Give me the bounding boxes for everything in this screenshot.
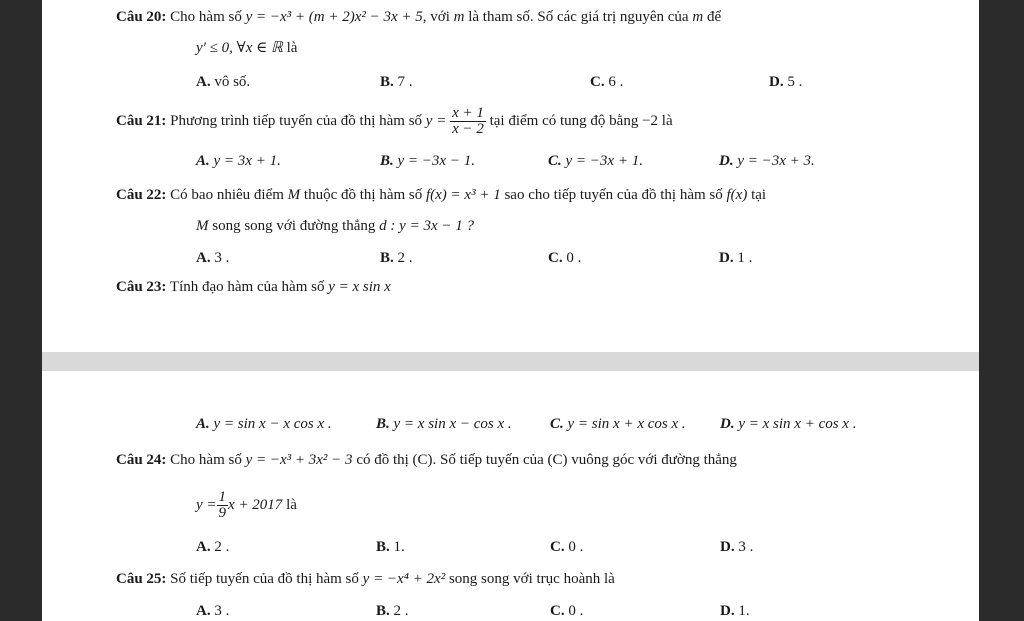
- question-22-stem-line2: [196, 217, 474, 235]
- question-21-text-a: Phương trình tiếp tuyến của đồ thị hàm số: [170, 113, 423, 129]
- question-22-stem: [116, 186, 766, 204]
- question-20-var-m: m: [453, 9, 465, 25]
- question-24-option-d: D. 3 .: [720, 539, 754, 555]
- question-24-text-c: là: [286, 497, 297, 513]
- question-20-condition-line: [196, 39, 297, 57]
- question-21-option-b: B. y = −3x − 1.: [380, 153, 475, 169]
- question-20-option-d: D. 5 .: [769, 74, 803, 90]
- question-25-formula: y = −x⁴ + 2x²: [362, 571, 446, 587]
- question-24-frac-den: 9: [218, 505, 227, 522]
- question-20-option-a: A. vô số.: [196, 74, 251, 90]
- question-24-text-b: có đồ thị (C). Số tiếp tuyến của (C) vuông góc với đường thẳng: [356, 452, 737, 468]
- question-22-option-c: C. 0 .: [548, 250, 582, 266]
- question-21-option-c: C. y = −3x + 1.: [548, 153, 643, 169]
- question-23-option-c: C. y = sin x + x cos x .: [550, 416, 686, 432]
- question-22-formula2: f(x): [726, 187, 748, 203]
- question-21-y-eq: y =: [425, 113, 447, 129]
- question-20-label: Câu 20:: [116, 9, 167, 25]
- question-24-option-a: A. 2 .: [196, 539, 230, 555]
- question-23-text-a: Tính đạo hàm của hàm số: [169, 279, 325, 295]
- question-25-option-b: B. 2 .: [376, 603, 409, 619]
- question-21-label: Câu 21:: [116, 113, 167, 129]
- question-22-text-c: sao cho tiếp tuyến của đồ thị hàm số: [504, 187, 723, 203]
- question-20-stem: [116, 8, 721, 26]
- question-25-option-a: A. 3 .: [196, 603, 230, 619]
- question-22-label: Câu 22:: [116, 187, 167, 203]
- question-24-label: Câu 24:: [116, 452, 167, 468]
- question-22-text-b: thuộc đồ thị hàm số: [303, 187, 423, 203]
- question-20-formula: y = −x³ + (m + 2)x² − 3x + 5: [245, 9, 423, 25]
- question-24-formula: y = −x³ + 3x² − 3: [245, 452, 353, 468]
- question-22-line-d: d : y = 3x − 1 ?: [379, 218, 474, 234]
- question-21-stem: [116, 101, 673, 141]
- question-23-stem: [116, 278, 391, 296]
- question-20-option-b: B. 7 .: [380, 74, 413, 90]
- document-page-top: [42, 0, 979, 352]
- question-21-frac-den: x − 2: [452, 121, 484, 138]
- question-24-frac-num: 1: [218, 489, 227, 506]
- question-25-option-c: C. 0 .: [550, 603, 584, 619]
- question-22-text-e: song song với đường thẳng: [212, 218, 376, 234]
- question-21-text-b: tại điểm có tung độ bằng −2 là: [489, 113, 673, 129]
- question-24-line2: [196, 485, 297, 525]
- question-24-option-c: C. 0 .: [550, 539, 584, 555]
- question-21-frac-num: x + 1: [452, 105, 484, 122]
- question-25-text-b: song song với trục hoành là: [448, 571, 615, 587]
- question-24-y-eq: y =: [196, 497, 217, 513]
- question-24-stem: [116, 451, 737, 469]
- question-23-option-a: A. y = sin x − x cos x .: [196, 416, 332, 432]
- question-21-option-d: D. y = −3x + 3.: [719, 153, 815, 169]
- question-22-text-a: Có bao nhiêu điểm: [170, 187, 284, 203]
- question-20-text-c: là tham số. Số các giá trị nguyên của: [468, 9, 689, 25]
- document-page-bottom: [42, 371, 979, 621]
- question-23-label: Câu 23:: [116, 279, 167, 295]
- question-22-formula: f(x) = x³ + 1: [425, 187, 501, 203]
- question-25-label: Câu 25:: [116, 571, 167, 587]
- question-24-option-b: B. 1.: [376, 539, 405, 555]
- question-22-var-M: M: [287, 187, 301, 203]
- question-23-option-d: D. y = x sin x + cos x .: [720, 416, 857, 432]
- question-25-text-a: Số tiếp tuyến của đồ thị hàm số: [170, 571, 359, 587]
- question-24-tail: x + 2017: [228, 497, 283, 513]
- question-20-condition: y′ ≤ 0, ∀x ∈ ℝ: [196, 40, 283, 56]
- question-21-option-a: A. y = 3x + 1.: [196, 153, 281, 169]
- question-22-option-d: D. 1 .: [719, 250, 753, 266]
- question-20-text-d: để: [706, 9, 722, 25]
- question-20-option-c: C. 6 .: [590, 74, 624, 90]
- question-24-text-a: Cho hàm số: [170, 452, 242, 468]
- question-20-var-m2: m: [692, 9, 704, 25]
- question-20-text-b: , với: [422, 9, 450, 25]
- question-25-option-d: D. 1.: [720, 603, 750, 619]
- question-23-formula: y = x sin x: [328, 279, 391, 295]
- page-gap: [42, 352, 979, 371]
- question-21-fraction: [450, 106, 486, 137]
- question-23-option-b: B. y = x sin x − cos x .: [376, 416, 512, 432]
- question-22-option-a: A. 3 .: [196, 250, 230, 266]
- question-24-fraction: [217, 490, 229, 521]
- question-20-text-e: là: [286, 40, 298, 56]
- question-22-option-b: B. 2 .: [380, 250, 413, 266]
- question-25-stem: [116, 570, 615, 588]
- question-22-var-M2: M: [196, 218, 209, 234]
- question-22-text-d: tại: [751, 187, 767, 203]
- question-20-text-a: Cho hàm số: [170, 9, 242, 25]
